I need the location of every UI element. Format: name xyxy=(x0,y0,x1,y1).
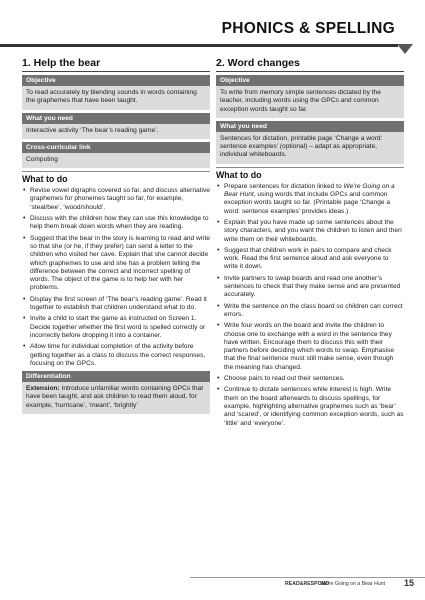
activity-help-the-bear xyxy=(22,57,210,417)
bullet-icon: • xyxy=(217,375,220,383)
activity-word-changes xyxy=(216,57,404,431)
bullet-icon: • xyxy=(217,246,220,254)
bullet-icon: • xyxy=(217,274,220,282)
list-item: • Suggest that children work in pairs to compare and check work. Read the first sentence aloud and ask everyone to write it down. xyxy=(217,246,392,271)
list-item: • Write the sentence on the class board so children can correct errors. xyxy=(217,302,403,318)
bullet-icon: • xyxy=(217,386,220,394)
list-item: • Suggest that the bear in the story is learning to read and write so that she (or he, if they prefer) can send a letter to the children who visited her cave. Explain that she cannot decide which graphemes to use and she has a problem telling the difference between the correct and incorrect spelling of words. The object of the game is to help her with her problems. xyxy=(23,234,210,292)
list-item: • Revise vowel digraphs covered so far, and discuss alternative graphemes for phonemes taught so far, for example, ‘steal/bee’, ‘wood/should’. xyxy=(23,187,210,211)
list-item: • Explain that you have made up some sentences about the story characters, and you want the children to listen and then write them on their whiteboards. xyxy=(217,218,402,243)
differentiation-text: Extension: Introduce unfamiliar words containing GPCs that have been taught, and ask children to read them aloud, for example, ‘hurricane’, ‘meant’, ‘brightly’ xyxy=(22,382,210,414)
list-item: • Display the first screen of ‘The bear’s reading game’. Read it together to establish that children understand what to do. xyxy=(23,295,207,312)
bullet-icon: • xyxy=(217,322,220,330)
list-item: • Invite partners to swap boards and read one another’s sentences to check that they make sense and are presented accurately. xyxy=(217,274,401,299)
bullet-icon: • xyxy=(217,218,220,226)
page-number: 15 xyxy=(404,578,415,588)
bullet-icon: • xyxy=(23,234,26,242)
bullet-icon: • xyxy=(23,215,26,223)
instruction-list xyxy=(22,187,210,368)
list-item: • Invite a child to start the game as instructed on Screen 1. Decide together whether the first word is spelled correctly or incorrectly before dropping it into a container. xyxy=(23,315,206,339)
book-title: We’re Going on a Bear Hunt xyxy=(224,182,395,199)
what-to-do-heading: What to do xyxy=(22,171,210,184)
what-you-need-heading: What you need xyxy=(22,113,210,124)
bullet-icon: • xyxy=(217,182,220,190)
list-item: • Write four words on the board and invite the children to choose one to exchange with a word in the sentence they have written. Encourage them to discuss this with their partners before deciding which words to swap. Emphasise that the final sentence must still make sense, even though the meaning has changed. xyxy=(217,322,395,371)
list-item: • Discuss with the children how they can use this knowledge to help them break down words when they are reading. xyxy=(23,215,209,231)
list-item: • Prepare sentences for dictation linked to We’re Going on a Bear Hunt, using words that include GPCs and common exception words taught so far. (Printable page ‘Change a word: sentence examples’ provides ideas.) xyxy=(217,182,395,215)
instruction-list xyxy=(216,183,404,428)
list-item: • Choose pairs to read out their sentences. xyxy=(217,375,345,383)
activity-title: 2. Word changes xyxy=(216,57,404,72)
activity-title: 1. Help the bear xyxy=(22,57,210,72)
bullet-icon: • xyxy=(23,315,26,323)
bullet-icon: • xyxy=(23,295,26,303)
header-triangle-icon xyxy=(397,44,413,54)
footer-rule xyxy=(190,577,425,578)
what-you-need-heading: What you need xyxy=(216,121,404,132)
book-title: We’re Going on a Bear Hunt xyxy=(320,581,386,587)
cross-curricular-text: Computing xyxy=(22,153,210,168)
bullet-icon: • xyxy=(23,187,26,195)
series-brand: READ&RESPOND xyxy=(285,581,330,587)
what-to-do-heading: What to do xyxy=(216,167,404,180)
objective-heading: Objective xyxy=(22,75,210,86)
cross-curricular-heading: Cross-curricular link xyxy=(22,142,210,153)
page-header xyxy=(0,18,425,48)
what-you-need-text: Sentences for dictation, printable page ‘Change a word: sentence examples’ (optional) – adapt as appropriate, individual whiteboards. xyxy=(216,132,404,164)
objective-text: To read accurately by blending sounds in words containing the graphemes that have been taught. xyxy=(22,86,210,110)
objective-heading: Objective xyxy=(216,75,404,86)
bullet-icon: • xyxy=(23,343,26,351)
header-rule xyxy=(0,44,398,47)
bullet-icon: • xyxy=(217,302,220,310)
page-footer xyxy=(0,577,425,591)
differentiation-heading: Differentiation xyxy=(22,371,210,382)
list-item: • Allow time for individual completion of the activity before getting together as a class to discuss the correct responses, focusing on the GPCs. xyxy=(23,343,206,367)
differentiation-box xyxy=(22,371,210,414)
what-you-need-text: Interactive activity ‘The bear’s reading game’. xyxy=(22,124,210,139)
list-item: • Continue to dictate sentences while interest is high. Write them on the board afterwards to discuss spellings, for example, highlighting alternative graphemes such as ‘bear’ and ‘scared’, or identifying common exception words, such as ‘little’ and ‘everyone’. xyxy=(217,386,404,427)
objective-text: To write from memory simple sentences dictated by the teacher, including words using the GPCs and common exception words taught so far. xyxy=(216,86,404,118)
section-title: PHONICS & SPELLING xyxy=(221,20,395,37)
